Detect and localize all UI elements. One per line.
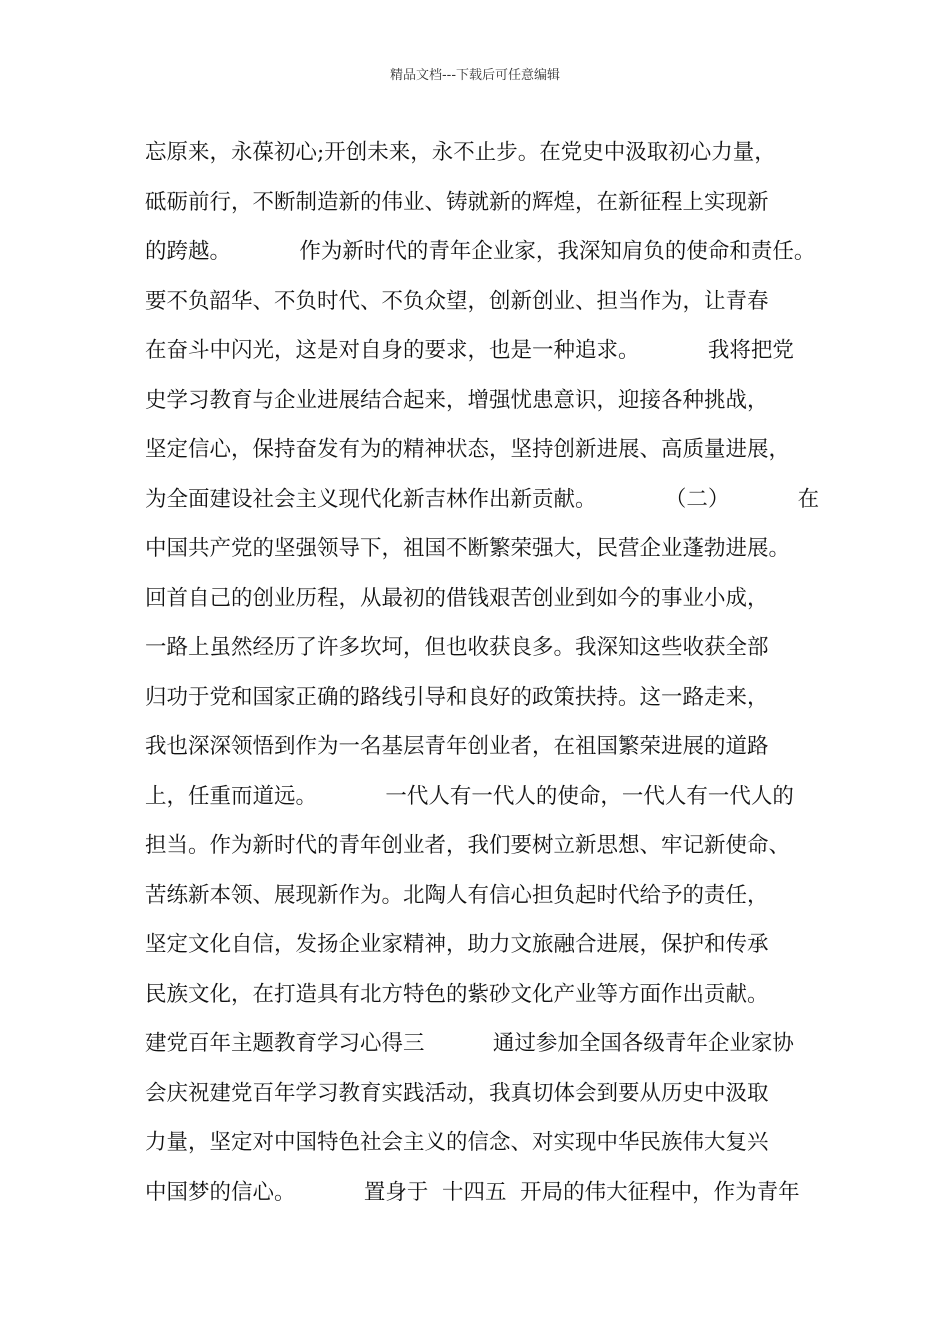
text-line: 要不负韶华、不负时代、不负众望，创新创业、担当作为，让青春 <box>145 288 769 314</box>
text-line: 民族文化，在打造具有北方特色的紫砂文化产业等方面作出贡献。 <box>145 981 769 1007</box>
text-line: 我也深深领悟到作为一名基层青年创业者，在祖国繁荣进展的道路 <box>145 734 769 759</box>
text-line: 的跨越。 作为新时代的青年企业家，我深知肩负的使命和责任。 <box>145 239 816 264</box>
text-line: 忘原来，永葆初心;开创未来，永不止步。在党史中汲取初心力量， <box>145 140 776 165</box>
text-line: 史学习教育与企业进展结合起来，增强忧患意识，迎接各种挑战， <box>145 387 769 413</box>
text-line: 为全面建设社会主义现代化新吉林作出新贡献。 （二） 在 <box>145 486 820 512</box>
text-line: 中国共产党的坚强领导下，祖国不断繁荣强大，民营企业蓬勃进展。 <box>145 536 791 561</box>
text-line: 建党百年主题教育学习心得三 通过参加全国各级青年企业家协 <box>145 1031 794 1056</box>
text-line: 上，任重而道远。 一代人有一代人的使命，一代人有一代人的 <box>145 783 794 809</box>
text-line: 中国梦的信心。 置身于 十四五 开局的伟大征程中，作为青年 <box>145 1179 800 1205</box>
text-line: 担当。作为新时代的青年创业者，我们要树立新思想、牢记新使命、 <box>145 833 791 858</box>
page-header: 精品文档---下载后可任意编辑 <box>389 68 561 83</box>
text-line: 苦练新本领、展现新作为。北陶人有信心担负起时代给予的责任， <box>145 882 769 908</box>
body-text <box>145 128 825 1217</box>
text-line: 在奋斗中闪光，这是对自身的要求，也是一种追求。 我将把党 <box>145 338 794 363</box>
text-line: 回首自己的创业历程，从最初的借钱艰苦创业到如今的事业小成， <box>145 585 769 611</box>
text-line: 坚定信心，保持奋发有为的精神状态，坚持创新进展、高质量进展， <box>145 437 791 462</box>
text-line: 砥砺前行，不断制造新的伟业、铸就新的辉煌，在新征程上实现新 <box>145 189 769 215</box>
text-line: 归功于党和国家正确的路线引导和良好的政策扶持。这一路走来， <box>145 684 769 710</box>
text-line: 会庆祝建党百年学习教育实践活动，我真切体会到要从历史中汲取 <box>145 1080 769 1106</box>
text-line: 力量，坚定对中国特色社会主义的信念、对实现中华民族伟大复兴 <box>145 1130 769 1155</box>
text-line: 坚定文化自信，发扬企业家精神，助力文旅融合进展，保护和传承 <box>145 932 769 957</box>
text-line: 一路上虽然经历了许多坎坷，但也收获良多。我深知这些收获全部 <box>145 635 769 660</box>
